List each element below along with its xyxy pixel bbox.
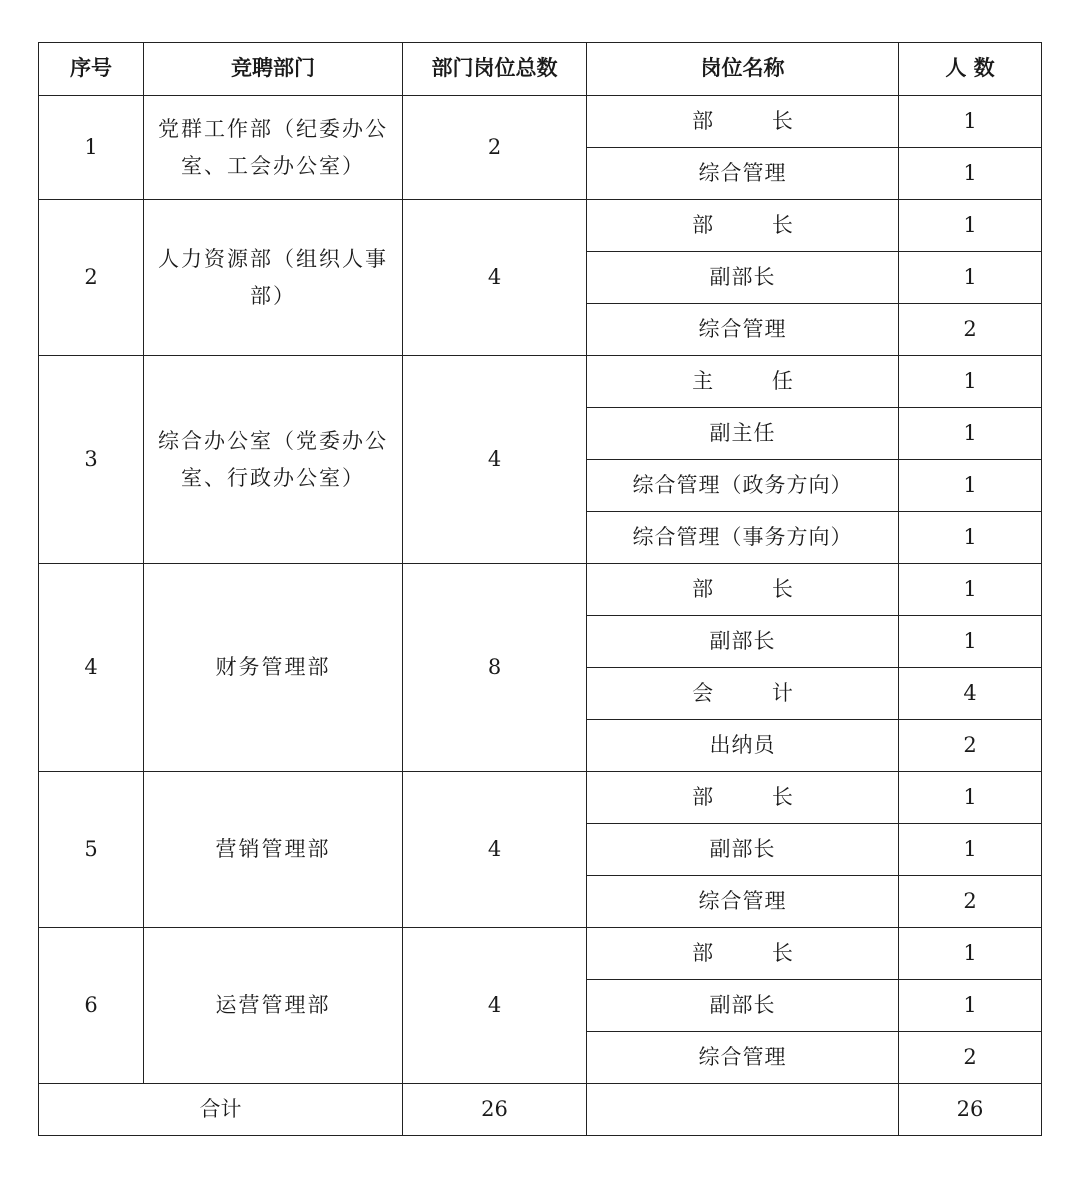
row-post-title — [587, 928, 899, 980]
header-row — [39, 43, 1042, 96]
row-count: 1 — [899, 512, 1042, 564]
post-title-text: 综合管理（事务方向） — [632, 524, 853, 549]
header-seq: 序号 — [39, 43, 144, 96]
post-title-text: 副部长 — [709, 628, 776, 653]
post-title-text: 部 长 — [692, 576, 819, 601]
row-count: 1 — [899, 200, 1042, 252]
row-seq: 4 — [39, 564, 144, 772]
post-title-text: 综合管理 — [698, 160, 787, 185]
table-row — [39, 928, 1042, 980]
table-body — [39, 96, 1042, 1084]
header-dept: 竞聘部门 — [144, 43, 403, 96]
row-count: 2 — [899, 720, 1042, 772]
row-post-title — [587, 772, 899, 824]
row-total-positions: 2 — [403, 96, 587, 200]
row-post-title — [587, 512, 899, 564]
post-title-text: 副部长 — [709, 992, 776, 1017]
row-count: 1 — [899, 772, 1042, 824]
row-post-title — [587, 96, 899, 148]
header-post: 岗位名称 — [587, 43, 899, 96]
row-count: 1 — [899, 616, 1042, 668]
row-post-title — [587, 824, 899, 876]
row-seq: 3 — [39, 356, 144, 564]
row-post-title — [587, 460, 899, 512]
row-count: 1 — [899, 824, 1042, 876]
table-row — [39, 200, 1042, 252]
table-row — [39, 564, 1042, 616]
row-count: 1 — [899, 980, 1042, 1032]
row-count: 1 — [899, 148, 1042, 200]
row-count: 1 — [899, 252, 1042, 304]
row-count: 1 — [899, 356, 1042, 408]
row-post-title — [587, 876, 899, 928]
row-seq: 2 — [39, 200, 144, 356]
post-title-text: 副主任 — [709, 420, 776, 445]
row-department: 财务管理部 — [144, 564, 403, 772]
row-count: 1 — [899, 460, 1042, 512]
total-count: 26 — [899, 1084, 1042, 1136]
row-seq: 1 — [39, 96, 144, 200]
post-title-text: 副部长 — [709, 836, 776, 861]
row-post-title — [587, 564, 899, 616]
row-count: 4 — [899, 668, 1042, 720]
table-row — [39, 356, 1042, 408]
row-post-title — [587, 668, 899, 720]
row-count: 1 — [899, 928, 1042, 980]
row-post-title — [587, 252, 899, 304]
row-post-title — [587, 720, 899, 772]
row-post-title — [587, 1032, 899, 1084]
row-total-positions: 8 — [403, 564, 587, 772]
post-title-text: 综合管理（政务方向） — [632, 472, 853, 497]
header-total: 部门岗位总数 — [403, 43, 587, 96]
total-blank — [587, 1084, 899, 1136]
post-title-text: 副部长 — [709, 264, 776, 289]
row-count: 1 — [899, 96, 1042, 148]
post-title-text: 部 长 — [692, 108, 819, 133]
post-title-text: 主 任 — [692, 368, 819, 393]
row-seq: 6 — [39, 928, 144, 1084]
row-count: 2 — [899, 304, 1042, 356]
post-title-text: 综合管理 — [698, 1044, 787, 1069]
total-row — [39, 1084, 1042, 1136]
post-title-text: 会 计 — [692, 680, 819, 705]
row-department: 人力资源部（组织人事部） — [144, 200, 403, 356]
table-row — [39, 96, 1042, 148]
row-department: 党群工作部（纪委办公室、工会办公室） — [144, 96, 403, 200]
row-seq: 5 — [39, 772, 144, 928]
row-post-title — [587, 304, 899, 356]
row-department: 综合办公室（党委办公室、行政办公室） — [144, 356, 403, 564]
post-title-text: 综合管理 — [698, 316, 787, 341]
row-department: 营销管理部 — [144, 772, 403, 928]
row-department: 运营管理部 — [144, 928, 403, 1084]
table-row — [39, 772, 1042, 824]
post-title-text: 部 长 — [692, 784, 819, 809]
row-count: 1 — [899, 564, 1042, 616]
recruitment-table — [38, 42, 1042, 1136]
row-post-title — [587, 356, 899, 408]
total-label: 合计 — [39, 1084, 403, 1136]
post-title-text: 出纳员 — [709, 732, 776, 757]
post-title-text: 综合管理 — [698, 888, 787, 913]
post-title-text: 部 长 — [692, 940, 819, 965]
row-count: 1 — [899, 408, 1042, 460]
row-post-title — [587, 980, 899, 1032]
row-post-title — [587, 200, 899, 252]
row-total-positions: 4 — [403, 356, 587, 564]
row-post-title — [587, 408, 899, 460]
total-positions: 26 — [403, 1084, 587, 1136]
row-total-positions: 4 — [403, 200, 587, 356]
row-post-title — [587, 616, 899, 668]
row-count: 2 — [899, 876, 1042, 928]
row-post-title — [587, 148, 899, 200]
row-total-positions: 4 — [403, 928, 587, 1084]
header-count: 人 数 — [899, 43, 1042, 96]
row-total-positions: 4 — [403, 772, 587, 928]
post-title-text: 部 长 — [692, 212, 819, 237]
row-count: 2 — [899, 1032, 1042, 1084]
